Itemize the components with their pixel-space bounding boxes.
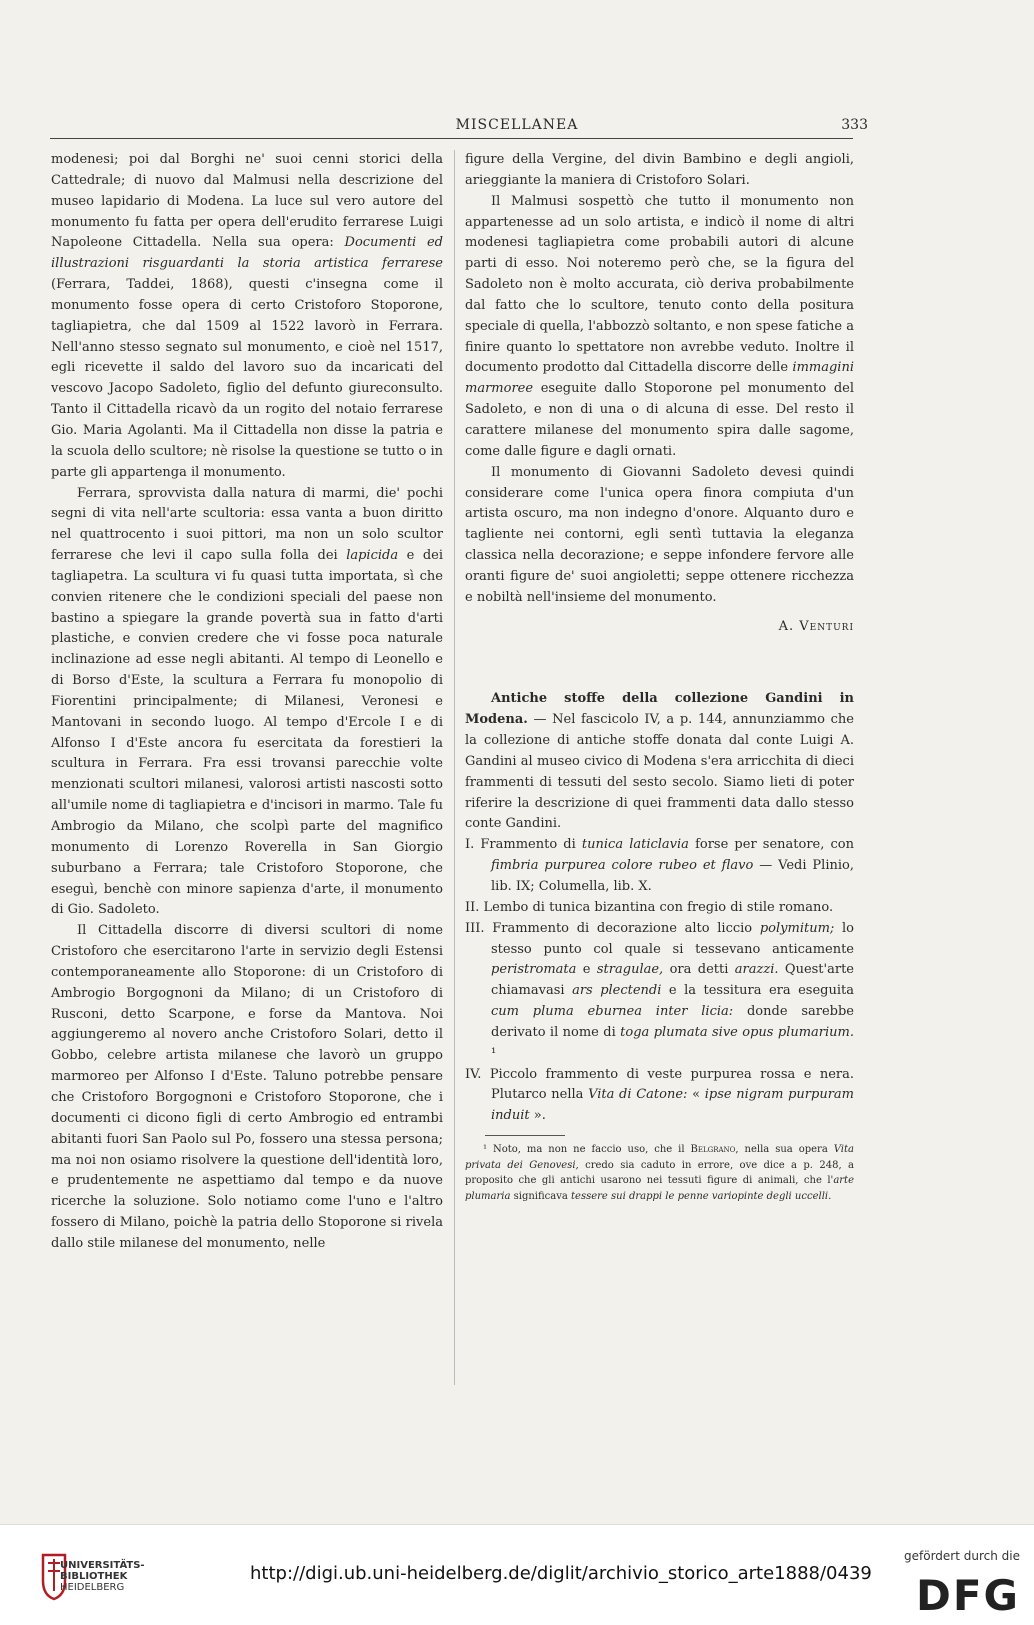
column-divider [454,150,455,1385]
paragraph: Il monumento di Giovanni Sadoleto devesi quindi considerare come l'unica opera finora compiuta d'un artista oscuro, ma non indegno d'onore. Alquanto duro e tagliente nei contorni, egli sentì tuttavia la eleganza classica nella decorazione; e seppe infondere fervore alle oranti figure de' suoi angioletti; seppe ottenere ricchezza e nobiltà nell'insieme del monumento. [465,464,854,605]
running-head: MISCELLANEA [455,117,579,133]
digitization-footer [0,1524,1034,1625]
list-item: III. Frammento di decorazione alto liccio polymitum; lo stesso punto col quale si tessevano anticamente peristromata e stragulae, ora detti arazzi. Quest'arte chiamavasi ars plectendi e la tessitura era eseguita cum pluma eburnea inter licia: donde sarebbe derivato il nome di toga plumata sive opus plumarium. ¹ [465,920,855,1061]
page-number: 333 [841,117,868,133]
funding-caption: gefördert durch die [904,1549,1020,1563]
list-item: II. Lembo di tunica bizantina con fregio di stile romano. [465,899,834,915]
dfg-logo: DFG [915,1571,1020,1620]
list-item: IV. Piccolo frammento di veste purpurea rossa e nera. Plutarco nella Vita di Catone: « ipse nigram purpuram induit ». [465,1066,854,1124]
right-column [465,150,854,1204]
library-name: UNIVERSITÄTS- BIBLIOTHEK HEIDELBERG [60,1560,145,1593]
footnote-rule [485,1135,565,1136]
paragraph: modenesi; poi dal Borghi ne' suoi cenni storici della Cattedrale; di nuovo dal Malmusi nella descrizione del museo lapidario di Modena. La luce sul vero autore del monumento fu fatta per opera dell'erudito ferrarese Luigi Napoleone Cittadella. Nella sua opera: Documenti ed illustrazioni risguardanti la storia artistica ferrarese (Ferrara, Taddei, 1868), questi c'insegna come il monumento fosse opera di certo Cristoforo Stoporone, tagliapietra, che dal 1509 al 1522 lavorò in Ferrara. Nell'anno stesso segnato sul monumento, e cioè nel 1517, egli ricevette il saldo del lavoro suo da incaricati del vescovo Jacopo Sadoleto, figlio del defunto giureconsulto. Tanto il Cittadella ricavò da un rogito del notaio ferrarese Gio. Maria Agolanti. Ma il Cittadella non disse la patria e la scuola dello scultore; nè risolse la questione se tutto o in parte gli appartenga il monumento. [51,152,443,480]
paragraph: figure della Vergine, del divin Bambino e degli angioli, arieggiante la maniera di Cristoforo Solari. [465,152,854,188]
paragraph: Il Cittadella discorre di diversi scultori di nome Cristoforo che esercitarono l'arte in servizio degli Estensi contemporaneamente allo Stoporone: di un Cristoforo di Ambrogio Borgognoni da Milano; di un Cristoforo di Rusconi, detto Scarpone, e forse da Mantova. Noi aggiungeremo al novero anche Cristoforo Solari, detto il Gobbo, celebre artista milanese che lavorò un gruppo marmoreo per Alfonso I d'Este. Taluno potrebbe pensare che Cristoforo Borgognoni e Cristoforo Stoporone, che i documenti ci dicono figli di certo Ambrogio ed entrambi abitanti fuori San Paolo sul Po, fossero una stessa persona; ma noi non osiamo risolvere la questione dell'identità loro, e prudentemente ne aspettiamo dal tempo e da nuove ricerche la soluzione. Solo notiamo come l'uno e l'altro fossero di Milano, poichè la patria dello Stoporone si rivela dallo stile milanese del monumento, nelle [51,923,443,1251]
header-rule [50,138,853,139]
footnote: ¹ Noto, ma non ne faccio uso, che il Belgrano, nella sua opera Vita privata dei Genovesi, credo sia caduto in errore, ove dice a p. 248, a proposito che gli antichi usarono nei tessuti figure di animali, che l'arte plumaria significava tessere sui drappi le penne variopinte degli uccelli. [465,1144,854,1202]
author-signature: A. Venturi [778,618,854,634]
list-item: I. Frammento di tunica laticlavia forse per senatore, con fimbria purpurea colore rubeo et flavo — Vedi Plinio, lib. IX; Columella, lib. X. [465,837,854,894]
paragraph: Ferrara, sprovvista dalla natura di marmi, die' pochi segni di vita nell'arte scultoria: essa vanta a buon diritto nel quattrocento i suoi pittori, ma non un solo scultor ferrarese che levi il capo sulla folla dei lapicida e dei tagliapetra. La scultura vi fu quasi tutta importata, sì che convien ritenere che le condizioni speciali del paese non bastino a spiegare la grande povertà sua in fatto d'arti plastiche, e convien credere che vi fosse poca naturale inclinazione ad esse negli abitanti. Al tempo di Leonello e di Borso d'Este, la scultura a Ferrara fu monopolio di Fiorentini principalmente; di Milanesi, Veronesi e Mantovani in secondo luogo. Al tempo d'Ercole I e di Alfonso I d'Este ancora fu esercitata da forestieri la scultura in Ferrara. Fra essi trovansi parecchie volte menzionati scultori milanesi, valorosi artisti nascosti sotto all'umile nome di tagliapietra e d'incisori in marmo. Tale fu Ambrogio da Milano, che scolpì parte del magnifico monumento di Lorenzo Roverella in San Giorgio suburbano a Ferrara; tale Cristoforo Stoporone, che eseguì, benchè con minore sapienza d'arte, il monumento di Gio. Sadoleto. [51,485,443,918]
section-title: Antiche stoffe della collezione Gandini in Modena. [465,691,854,728]
left-column [51,150,443,1255]
paragraph: Il Malmusi sospettò che tutto il monumento non appartenesse ad un solo artista, e indicò il nome di altri modenesi tagliapietra come probabili autori di alcune parti di esso. Noi noteremo però che, se la figura del Sadoleto non è molto accurata, ciò deriva probabilmente dal fatto che lo scultore, tenuto conto della positura speciale di quella, l'abbozzò soltanto, e non spese fatiche a finire quanto lo spettatore non avrebbe veduto. Inoltre il documento prodotto dal Cittadella discorre delle immagini marmoree eseguite dallo Stoporone pel monumento del Sadoleto, e non di una o di alcuna di esse. Del resto il carattere milanese del monumento spira dalle sagome, come dalle figure e dagli ornati. [465,193,855,459]
section-paragraph: Antiche stoffe della collezione Gandini in Modena. — Nel fascicolo IV, a p. 144, annunziammo che la collezione di antiche stoffe donata dal conte Luigi A. Gandini al museo civico di Modena s'era arricchita di dieci frammenti di tessuti del sesto secolo. Siamo lieti di poter riferire la descrizione di quei frammenti data dallo stesso conte Gandini. [465,691,854,832]
permalink-url[interactable]: http://digi.ub.uni-heidelberg.de/diglit/archivio_storico_arte1888/0439 [250,1563,872,1584]
